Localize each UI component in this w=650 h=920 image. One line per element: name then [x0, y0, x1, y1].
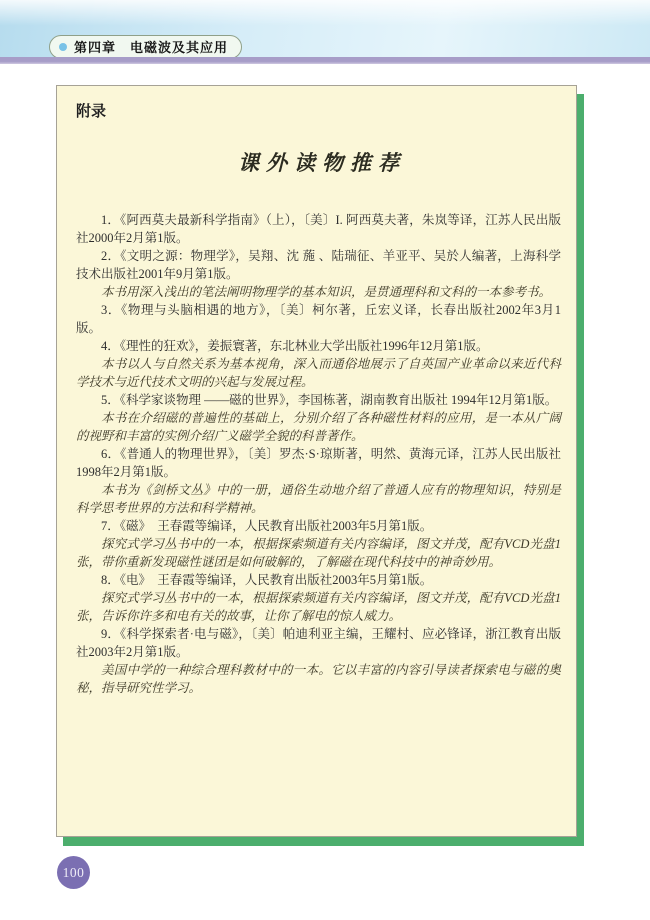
book-list: [76, 211, 561, 697]
book-citation: 4．《理性的狂欢》，姜振寰著，东北林业大学出版社1996年12月第1版。: [101, 339, 489, 353]
header-band: [0, 0, 650, 57]
section-label: 附录: [76, 103, 107, 120]
book-description: 本书为《剑桥文丛》中的一册，通俗生动地介绍了普通人应有的物理知识，特别是科学思考世界的方法和科学精神。: [76, 483, 561, 515]
book-description: 本书以人与自然关系为基本视角，深入而通俗地展示了自英国产业革命以来近代科学技术与近代技术文明的兴起与发展过程。: [76, 357, 561, 389]
page-title: 课外读物推荐: [238, 151, 406, 175]
book-description: 美国中学的一种综合理科教材中的一本。它以丰富的内容引导读者探索电与磁的奥秘，指导研究性学习。: [76, 663, 561, 695]
book-description: 探究式学习丛书中的一本，根据探索频道有关内容编译，图文并茂，配有VCD光盘1张，告诉你许多和电有关的故事，让你了解电的惊人威力。: [76, 591, 561, 623]
page-number-badge: [57, 856, 90, 889]
page-number: 100: [62, 864, 85, 880]
chapter-dot-icon: [59, 43, 67, 51]
book-citation: 1．《阿西莫夫最新科学指南》（上），〔美〕I. 阿西莫夫著，朱岚等译，江苏人民出版社2000年2月第1版。: [76, 213, 561, 245]
book-description: 探究式学习丛书中的一本，根据探索频道有关内容编译，图文并茂，配有VCD光盘1张，带你重新发现磁性谜团是如何破解的，了解磁在现代科技中的神奇妙用。: [76, 537, 561, 569]
book-citation: 2．《文明之源：物理学》，吴翔、沈 葹 、陆瑞征、羊亚平、吴於人编著，上海科学技术出版社2001年9月第1版。: [76, 249, 561, 281]
book-description: 本书在介绍磁的普遍性的基础上，分别介绍了各种磁性材料的应用，是一本从广阔的视野和丰富的实例介绍广义磁学全貌的科普著作。: [76, 411, 561, 443]
book-citation: 5．《科学家谈物理 ——磁的世界》，李国栋著，湖南教育出版社 1994年12月第1版。: [101, 393, 558, 407]
book-description: 本书用深入浅出的笔法阐明物理学的基本知识，是贯通理科和文科的一本参考书。: [101, 285, 552, 299]
book-citation: 7．《磁》 王春霞等编译，人民教育出版社2003年5月第1版。: [101, 519, 433, 533]
chapter-tab: [49, 35, 242, 59]
book-citation: 9．《科学探索者·电与磁》，〔美〕帕迪利亚主编，王耀村、应必锋译，浙江教育出版社2003年2月第1版。: [76, 627, 561, 659]
accent-divider-bar: [0, 57, 650, 64]
book-citation: 6．《普通人的物理世界》，〔美〕罗杰·S·琼斯著，明然、黄海元译，江苏人民出版社1998年2月第1版。: [76, 447, 561, 479]
book-citation: 3．《物理与头脑相遇的地方》，〔美〕柯尔著，丘宏义译，长春出版社2002年3月1版。: [76, 303, 561, 335]
book-citation: 8．《电》 王春霞等编译，人民教育出版社2003年5月第1版。: [101, 573, 433, 587]
content-panel: [56, 85, 577, 837]
chapter-label: 第四章 电磁波及其应用: [74, 40, 229, 55]
